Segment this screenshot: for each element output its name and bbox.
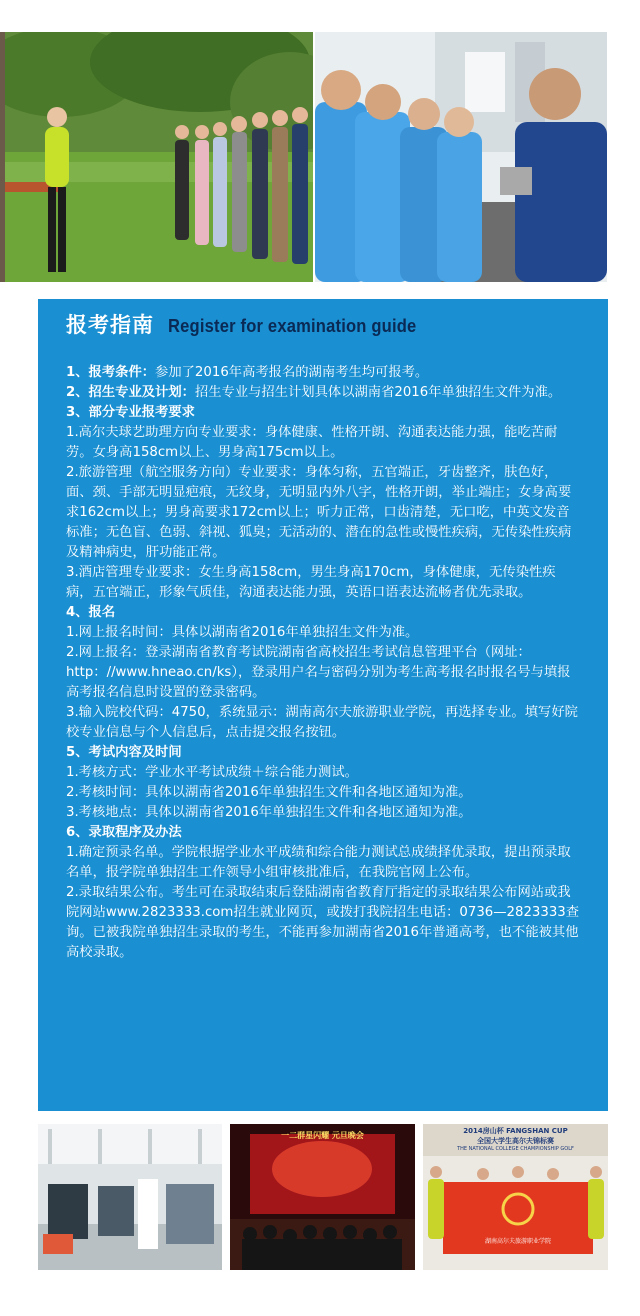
guide-line: 2.考核时间：具体以湖南省2016年单独招生文件和各地区通知为准。 — [66, 785, 472, 800]
guide-line-text: 招生专业与招生计划具体以湖南省2016年单独招生文件为准。 — [194, 385, 562, 400]
golf-banner-line1: 2014房山杯 FANGSHAN CUP — [463, 1127, 568, 1135]
guide-line — [66, 823, 582, 843]
guide-line-heading: 3、部分专业报考要求 — [66, 405, 195, 420]
stage-banner-text: 一二群星闪耀 元旦晚会 — [281, 1131, 364, 1140]
golf-banner-line2: 全国大学生高尔夫锦标赛 — [477, 1137, 554, 1145]
guide-line: 1.确定预录名单。学院根据学业水平成绩和综合能力测试总成绩择优录取，提出预录取名单，报学院单独招生工作领导小组审核批准后，在我院官网上公布。 — [66, 845, 571, 880]
guide-line-heading: 5、考试内容及时间 — [66, 745, 182, 760]
guide-line — [66, 603, 582, 623]
guide-line: 2.录取结果公布。考生可在录取结束后登陆湖南省教育厅指定的录取结果公布网站或我院网站www.2823333.com招生就业网页，或拨打我院招生电话：0736—2823333查询。已被我院单独招生录取的考生，不能再参加湖南省2016年普通高考，也不能被其他高校录取。 — [66, 885, 580, 960]
guide-line-text: 参加了2016年高考报名的湖南考生均可报考。 — [155, 365, 429, 380]
guide-line: 3.考核地点：具体以湖南省2016年单独招生文件和各地区通知为准。 — [66, 805, 472, 820]
guide-line — [66, 383, 582, 403]
guide-line-heading: 2、招生专业及计划： — [66, 385, 195, 400]
guide-title-cn: 报考指南 — [66, 313, 154, 337]
guide-header — [66, 309, 582, 357]
registration-guide-panel — [38, 299, 608, 1111]
guide-line — [66, 403, 582, 423]
guide-line: 3.输入院校代码：4750，系统显示：湖南高尔夫旅游职业学院，再选择专业。填写好院校专业信息与个人信息后，点击提交报名按钮。 — [66, 705, 578, 740]
guide-line: 2.网上报名：登录湖南省教育考试院湖南省高校招生考试信息管理平台（网址：http：//www.hneao.cn/ks），登录用户名与密码分别为考生高考报名时报名号与填报高考报名信息时设置的登录密码。 — [66, 645, 571, 700]
outdoor-training-photo — [0, 32, 313, 282]
golf-championship-photo — [423, 1124, 608, 1270]
stage-event-photo — [230, 1124, 415, 1270]
guide-line-heading: 1、报考条件： — [66, 365, 156, 380]
photo-edge-strip — [0, 32, 5, 282]
workshop-photo — [38, 1124, 222, 1270]
guide-line: 1.考核方式：学业水平考试成绩＋综合能力测试。 — [66, 765, 358, 780]
golf-banner-line3: THE NATIONAL COLLEGE CHAMPIONSHIP GOLF — [457, 1146, 574, 1152]
guide-line-heading: 4、报名 — [66, 605, 116, 620]
guide-line — [66, 743, 582, 763]
guide-line: 1.网上报名时间：具体以湖南省2016年单独招生文件为准。 — [66, 625, 419, 640]
guide-line: 1.高尔夫球艺助理方向专业要求：身体健康、性格开朗、沟通表达能力强，能吃苦耐劳。女身高158cm以上、男身高175cm以上。 — [66, 425, 558, 460]
guide-line-heading: 6、录取程序及办法 — [66, 825, 182, 840]
guide-body — [66, 363, 582, 963]
workshop-training-photo — [315, 32, 607, 282]
guide-title-en: Register for examination guide — [168, 316, 417, 336]
golf-flag-text: 湖南高尔夫旅游职业学院 — [484, 1238, 551, 1245]
guide-line: 3.酒店管理专业要求：女生身高158cm，男生身高170cm，身体健康，无传染性疾病，五官端正，形象气质佳，沟通表达能力强，英语口语表达流畅者优先录取。 — [66, 565, 556, 600]
guide-line: 2.旅游管理（航空服务方向）专业要求：身体匀称，五官端正，牙齿整齐，肤色好，面、颈、手部无明显疤痕，无纹身，无明显内外八字，性格开朗，举止端庄；女身高要求162cm以上；男身高要求172cm以上；听力正常，口齿清楚，无口吃，中英文发音标准；无色盲、色弱、斜视、狐臭；无活动的、潜在的急性或慢性疾病，无传染性疾病及精神病史，肝功能正常。 — [66, 465, 572, 560]
guide-line — [66, 363, 582, 383]
